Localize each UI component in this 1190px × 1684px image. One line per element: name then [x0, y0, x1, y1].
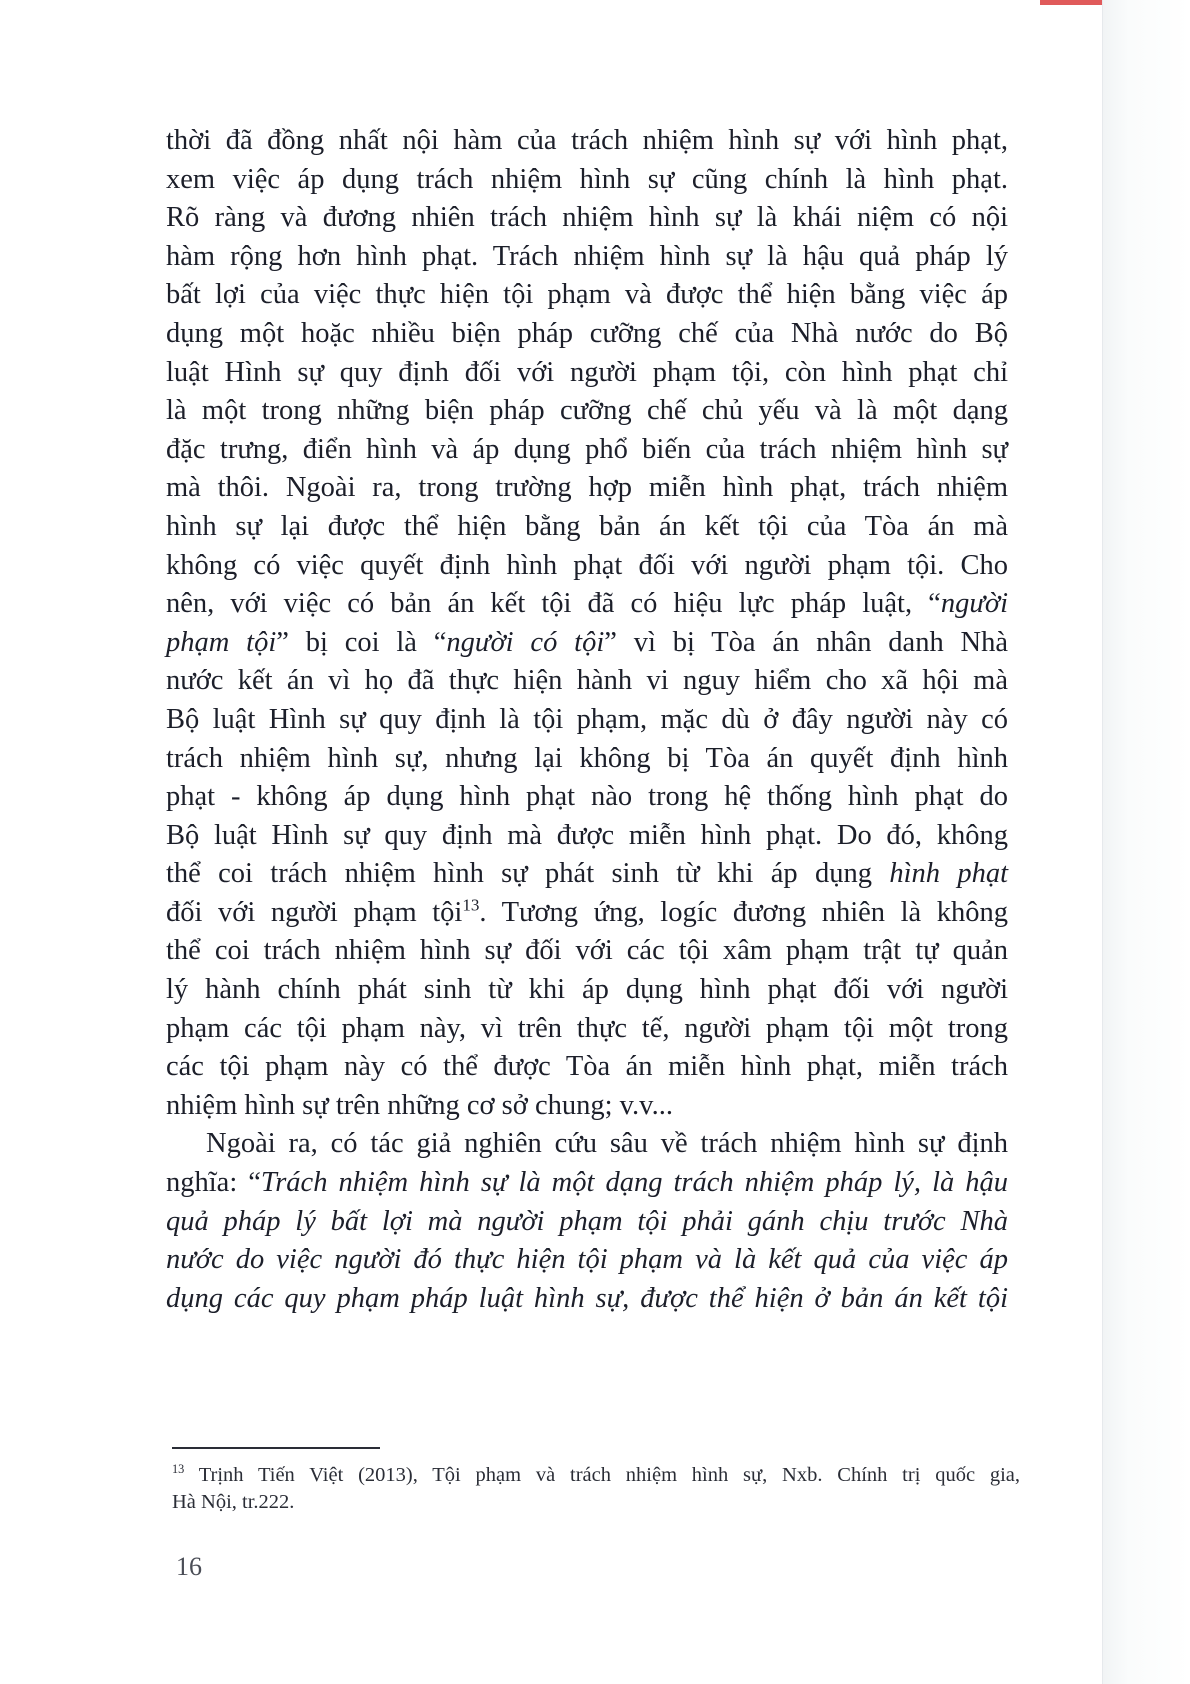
text-line: nhiệm hình sự trên những cơ sở chung; v.v...: [166, 1089, 673, 1121]
text-line: mà thôi. Ngoài ra, trong trường hợp miễn hình phạt, trách nhiệm: [166, 472, 1008, 504]
text-line: hình sự lại được thể hiện bằng bản án kết tội của Tòa án mà: [166, 510, 1008, 542]
text-run: nên, với việc có bản án kết tội đã có hiệu lực pháp luật, “: [166, 588, 941, 620]
text-run: . Tương ứng, logíc đương nhiên là không: [479, 896, 1008, 928]
body-text: [166, 122, 1008, 1318]
footnote-reference[interactable]: 13: [462, 895, 480, 915]
text-line: [166, 1164, 1008, 1203]
footnote-text: Trịnh Tiến Việt (2013), Tội phạm và trách nhiệm hình sự, Nxb. Chính trị quốc gia,: [184, 1464, 1020, 1486]
emphasis-text: hình phạt: [889, 858, 1008, 890]
text-run: ” vì bị Tòa án nhân danh Nhà: [604, 626, 1008, 658]
emphasis-text: người: [940, 588, 1008, 620]
text-line: phạt - không áp dụng hình phạt nào trong hệ thống hình phạt do: [166, 781, 1008, 813]
text-run: thể coi trách nhiệm hình sự phát sinh từ khi áp dụng: [166, 858, 890, 890]
text-line: bất lợi của việc thực hiện tội phạm và được thể hiện bằng việc áp: [166, 279, 1008, 311]
text-line: [166, 855, 1008, 894]
text-line: trách nhiệm hình sự, nhưng lại không bị Tòa án quyết định hình: [166, 742, 1008, 774]
text-line: phạm các tội phạm này, vì trên thực tế, người phạm tội một trong: [166, 1012, 1008, 1044]
text-line: Bộ luật Hình sự quy định mà được miễn hình phạt. Do đó, không: [166, 819, 1008, 851]
text-line: [166, 624, 1008, 663]
page-edge-mark: [1040, 0, 1102, 5]
text-line: [166, 1280, 1008, 1319]
footnote-line: [172, 1462, 1020, 1489]
text-run: ” bị coi là “: [276, 626, 447, 658]
footnote: [172, 1462, 1020, 1516]
footnote-separator: [172, 1447, 380, 1449]
emphasis-text: người có tội: [446, 626, 605, 658]
text-line: [166, 585, 1008, 624]
scan-margin: [1103, 0, 1190, 1684]
text-line: không có việc quyết định hình phạt đối với người phạm tội. Cho: [166, 549, 1008, 581]
text-line: lý hành chính phát sinh từ khi áp dụng hình phạt đối với người: [166, 974, 1008, 1006]
text-line: [166, 1241, 1008, 1280]
text-line: đặc trưng, điển hình và áp dụng phổ biến của trách nhiệm hình sự: [166, 433, 1008, 465]
text-run: nghĩa: “: [166, 1167, 261, 1199]
text-line: nước kết án vì họ đã thực hiện hành vi nguy hiểm cho xã hội mà: [166, 665, 1008, 697]
text-line: là một trong những biện pháp cưỡng chế chủ yếu và là một dạng: [166, 395, 1008, 427]
emphasis-text: phạm tội: [166, 626, 277, 658]
quoted-definition: dụng các quy phạm pháp luật hình sự, được thể hiện ở bản án kết tội: [166, 1282, 1008, 1314]
text-run: đối với người phạm tội: [166, 896, 463, 928]
footnote-number: 13: [172, 1462, 185, 1477]
text-line: Rõ ràng và đương nhiên trách nhiệm hình sự là khái niệm có nội: [166, 202, 1008, 234]
quoted-definition: quả pháp lý bất lợi mà người phạm tội phải gánh chịu trước Nhà: [166, 1205, 1008, 1237]
text-line: hàm rộng hơn hình phạt. Trách nhiệm hình sự là hậu quả pháp lý: [166, 240, 1008, 272]
text-line: thể coi trách nhiệm hình sự đối với các tội xâm phạm trật tự quản: [166, 935, 1008, 967]
text-line: [166, 1203, 1008, 1242]
quoted-definition: Trách nhiệm hình sự là một dạng trách nhiệm pháp lý, là hậu: [260, 1167, 1009, 1199]
text-line: thời đã đồng nhất nội hàm của trách nhiệm hình sự với hình phạt,: [166, 125, 1008, 156]
text-line: Bộ luật Hình sự quy định là tội phạm, mặc dù ở đây người này có: [166, 703, 1008, 735]
text-line: dụng một hoặc nhiều biện pháp cưỡng chế của Nhà nước do Bộ: [166, 317, 1008, 349]
footnote-line: Hà Nội, tr.222.: [172, 1491, 295, 1513]
quoted-definition: nước do việc người đó thực hiện tội phạm và là kết quả của việc áp: [166, 1244, 1008, 1276]
text-line: các tội phạm này có thể được Tòa án miễn hình phạt, miễn trách: [166, 1051, 1008, 1083]
text-line: luật Hình sự quy định đối với người phạm tội, còn hình phạt chỉ: [166, 356, 1008, 388]
text-line: [166, 894, 1008, 933]
page-number: 16: [176, 1552, 202, 1581]
paragraph-start-line: Ngoài ra, có tác giả nghiên cứu sâu về trách nhiệm hình sự định: [206, 1128, 1008, 1160]
text-line: xem việc áp dụng trách nhiệm hình sự cũng chính là hình phạt.: [166, 163, 1008, 195]
